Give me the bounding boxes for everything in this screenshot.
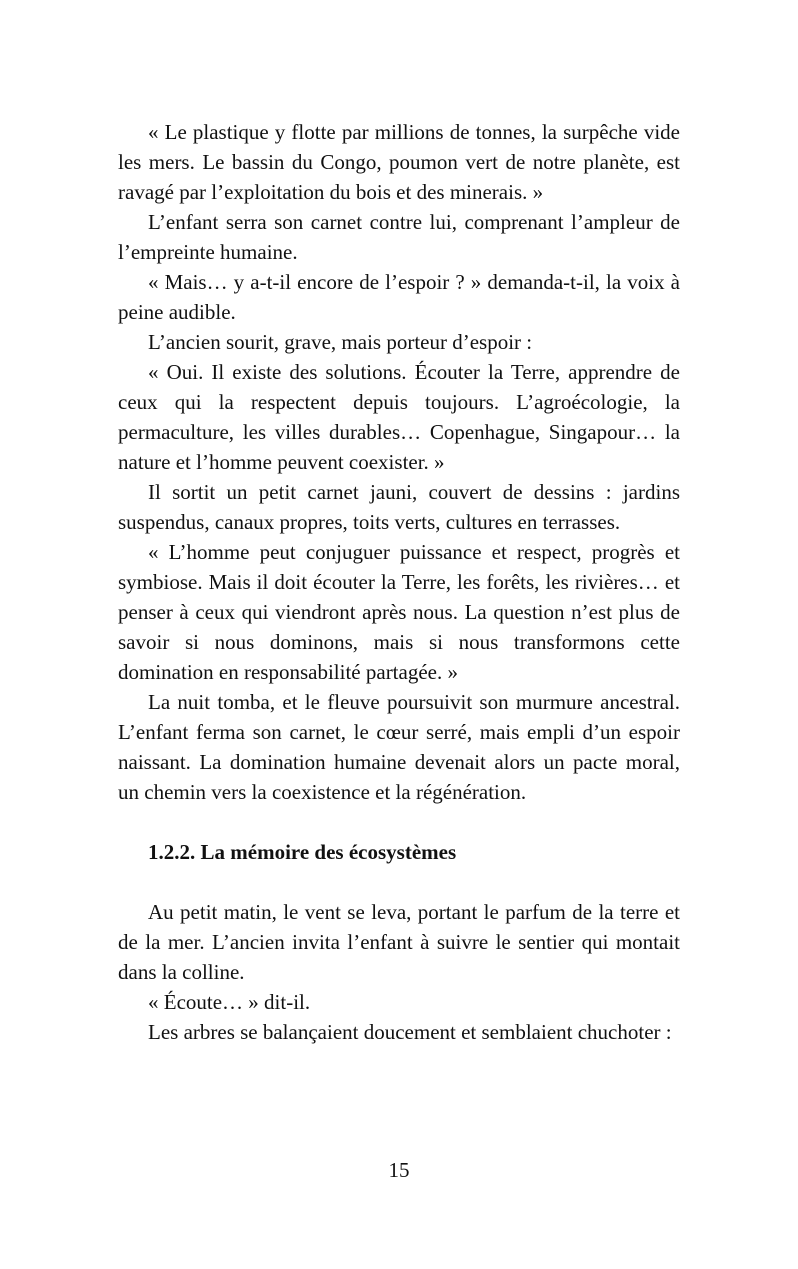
paragraph: « L’homme peut conjuguer puissance et respect, progrès et symbiose. Mais il doit écouter la Terre, les forêts, les rivières… et penser à ceux qui viendront après nous. La question n’est plus de savoir si nous dominons, mais si nous transformons cette domination en responsabilité partagée. » <box>118 540 680 684</box>
page-body <box>118 117 680 1047</box>
paragraph: « Mais… y a-t-il encore de l’espoir ? » demanda-t-il, la voix à peine audible. <box>118 270 680 324</box>
section-heading: 1.2.2. La mémoire des écosystèmes <box>148 840 457 864</box>
paragraph: Il sortit un petit carnet jauni, couvert de dessins : jardins suspendus, canaux propres, toits verts, cultures en terrasses. <box>118 480 680 534</box>
paragraph: Les arbres se balançaient doucement et semblaient chuchoter : <box>148 1020 672 1044</box>
paragraph: Au petit matin, le vent se leva, portant le parfum de la terre et de la mer. L’ancien invita l’enfant à suivre le sentier qui montait dans la colline. <box>118 900 680 984</box>
paragraph: « Écoute… » dit-il. <box>148 990 311 1014</box>
paragraph: La nuit tomba, et le fleuve poursuivit son murmure ancestral. L’enfant ferma son carnet, le cœur serré, mais empli d’un espoir naissant. La domination humaine devenait alors un pacte moral, un chemin vers la coexistence et la régénération. <box>118 690 680 804</box>
page-number: 15 <box>388 1158 410 1182</box>
paragraph: « Le plastique y flotte par millions de tonnes, la surpêche vide les mers. Le bassin du Congo, poumon vert de notre planète, est ravagé par l’exploitation du bois et des minerais. » <box>118 120 680 204</box>
paragraph: L’enfant serra son carnet contre lui, comprenant l’ampleur de l’empreinte humaine. <box>118 210 680 264</box>
paragraph: L’ancien sourit, grave, mais porteur d’espoir : <box>148 330 533 354</box>
paragraph: « Oui. Il existe des solutions. Écouter la Terre, apprendre de ceux qui la respectent depuis toujours. L’agroécologie, la permaculture, les villes durables… Copenhague, Singapour… la nature et l’homme peuvent coexister. » <box>118 360 680 474</box>
